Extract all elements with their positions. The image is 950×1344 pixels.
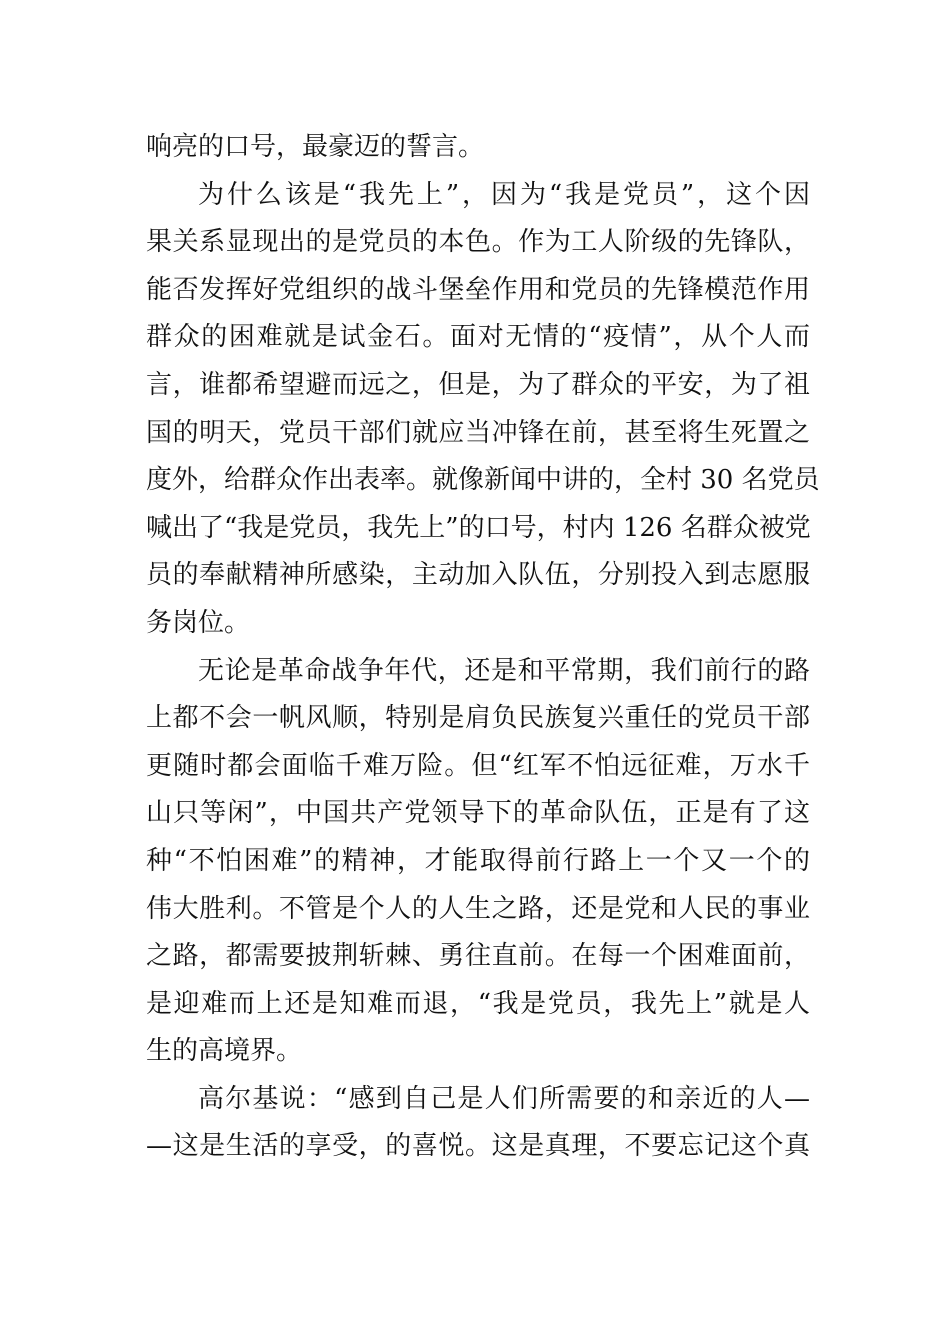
text-line: 国的明天，党员干部们就应当冲锋在前，甚至将生死置之 — [146, 417, 810, 448]
text-line: 更随时都会面临千难万险。但“红军不怕远征难，万水千 — [146, 750, 810, 781]
text-line: 生的高境界。 — [146, 1036, 303, 1067]
text-line: 喊出了“我是党员，我先上”的口号，村内 126 名群众被党 — [146, 512, 811, 543]
paragraph-first-line: 高尔基说：“感到自己是人们所需要的和亲近的人— — [198, 1083, 810, 1114]
text-line: 度外，给群众作出表率。就像新闻中讲的，全村 30 名党员 — [146, 465, 820, 496]
text-line: 言，谁都希望避而远之，但是，为了群众的平安，为了祖 — [146, 369, 810, 400]
body-text — [146, 124, 820, 1171]
paragraph-first-line: 无论是革命战争年代，还是和平常期，我们前行的路 — [198, 655, 810, 686]
text-line: 是迎难而上还是知难而退，“我是党员，我先上”就是人 — [146, 988, 810, 1019]
text-line: 员的奉献精神所感染，主动加入队伍，分别投入到志愿服 — [146, 560, 810, 591]
text-line: 之路，都需要披荆斩棘、勇往直前。在每一个困难面前， — [146, 941, 810, 972]
text-line: 果关系显现出的是党员的本色。作为工人阶级的先锋队， — [146, 227, 810, 258]
text-line: 响亮的口号，最豪迈的誓言。 — [146, 132, 485, 162]
text-line: 上都不会一帆风顺，特别是肩负民族复兴重任的党员干部 — [146, 703, 810, 734]
text-line: 能否发挥好党组织的战斗堡垒作用和党员的先锋模范作用 — [146, 274, 810, 305]
paragraph-first-line: 为什么该是“我先上”，因为“我是党员”，这个因 — [198, 179, 810, 210]
text-line: 种“不怕困难”的精神，才能取得前行路上一个又一个的 — [146, 845, 810, 876]
text-line: 群众的困难就是试金石。面对无情的“疫情”，从个人而 — [146, 322, 810, 353]
text-line: —这是生活的享受，的喜悦。这是真理，不要忘记这个真 — [146, 1131, 810, 1162]
text-line: 务岗位。 — [146, 607, 251, 638]
text-line: 伟大胜利。不管是个人的人生之路，还是党和人民的事业 — [146, 893, 810, 924]
text-line: 山只等闲”，中国共产党领导下的革命队伍，正是有了这 — [146, 798, 810, 829]
